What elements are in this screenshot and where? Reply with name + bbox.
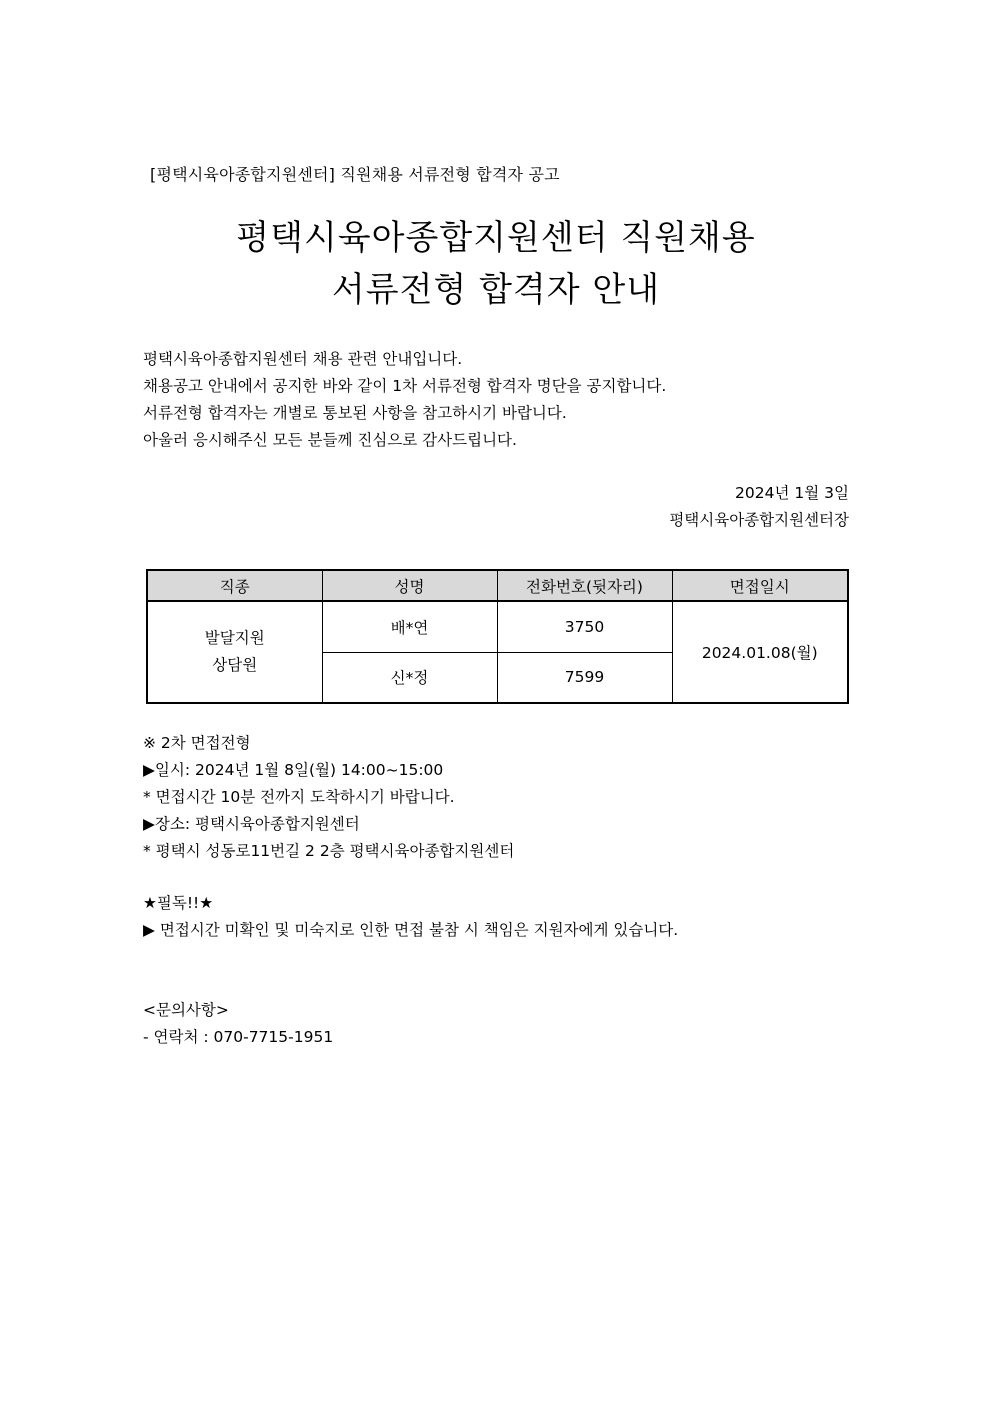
signer-name: 평택시육아종합지원센터장 — [669, 511, 849, 529]
schedule-line: ▶일시: 2024년 1월 8일(월) 14:00~15:00 — [143, 761, 444, 779]
applicant-phone: 7599 — [497, 652, 672, 703]
job-cell — [147, 601, 322, 703]
results-table — [146, 569, 849, 704]
contact-info — [143, 997, 333, 1051]
schedule-line: ※ 2차 면접전형 — [143, 734, 251, 752]
applicant-name: 배*연 — [322, 601, 497, 652]
intro-line: 서류전형 합격자는 개별로 통보된 사항을 참고하시기 바랍니다. — [143, 404, 567, 422]
intro-line: 아울러 응시해주신 모든 분들께 진심으로 감사드립니다. — [143, 431, 517, 449]
schedule-line: * 면접시간 10분 전까지 도착하시기 바랍니다. — [143, 788, 455, 806]
must-read-title: ★필독!!★ — [143, 894, 214, 912]
signature-block — [669, 480, 849, 534]
header-phone: 전화번호(뒷자리) — [497, 570, 672, 601]
page-title-line-1: 평택시육아종합지원센터 직원채용 — [236, 218, 756, 258]
intro-line: 평택시육아종합지원센터 채용 관련 안내입니다. — [143, 350, 463, 368]
intro-line: 채용공고 안내에서 공지한 바와 같이 1차 서류전형 합격자 명단을 공지합니다. — [143, 377, 667, 395]
header-name: 성명 — [322, 570, 497, 601]
contact-title: <문의사항> — [143, 1001, 229, 1019]
must-read-text: ▶ 면접시간 미확인 및 미숙지로 인한 면접 불참 시 책임은 지원자에게 있습니다. — [143, 921, 679, 939]
job-line-1: 발달지원 — [204, 629, 265, 647]
page-title — [0, 212, 992, 316]
intro-paragraph — [143, 346, 666, 454]
notice-date: 2024년 1월 3일 — [735, 484, 849, 502]
applicant-phone: 3750 — [497, 601, 672, 652]
table-header-row — [147, 570, 848, 601]
job-line-2: 상담원 — [212, 656, 258, 674]
page-title-line-2: 서류전형 합격자 안내 — [331, 270, 661, 310]
notice-header: [평택시육아종합지원센터] 직원채용 서류전형 합격자 공고 — [150, 165, 560, 184]
applicant-name: 신*정 — [322, 652, 497, 703]
must-read-notice — [143, 890, 678, 944]
header-job: 직종 — [147, 570, 322, 601]
schedule-line: ▶장소: 평택시육아종합지원센터 — [143, 815, 360, 833]
header-interview: 면접일시 — [672, 570, 848, 601]
contact-phone: - 연락처 : 070-7715-1951 — [143, 1028, 334, 1046]
table-row — [147, 601, 848, 652]
interview-datetime: 2024.01.08(월) — [672, 601, 848, 703]
schedule-line: * 평택시 성동로11번길 2 2층 평택시육아종합지원센터 — [143, 842, 515, 860]
interview-schedule — [143, 730, 514, 865]
